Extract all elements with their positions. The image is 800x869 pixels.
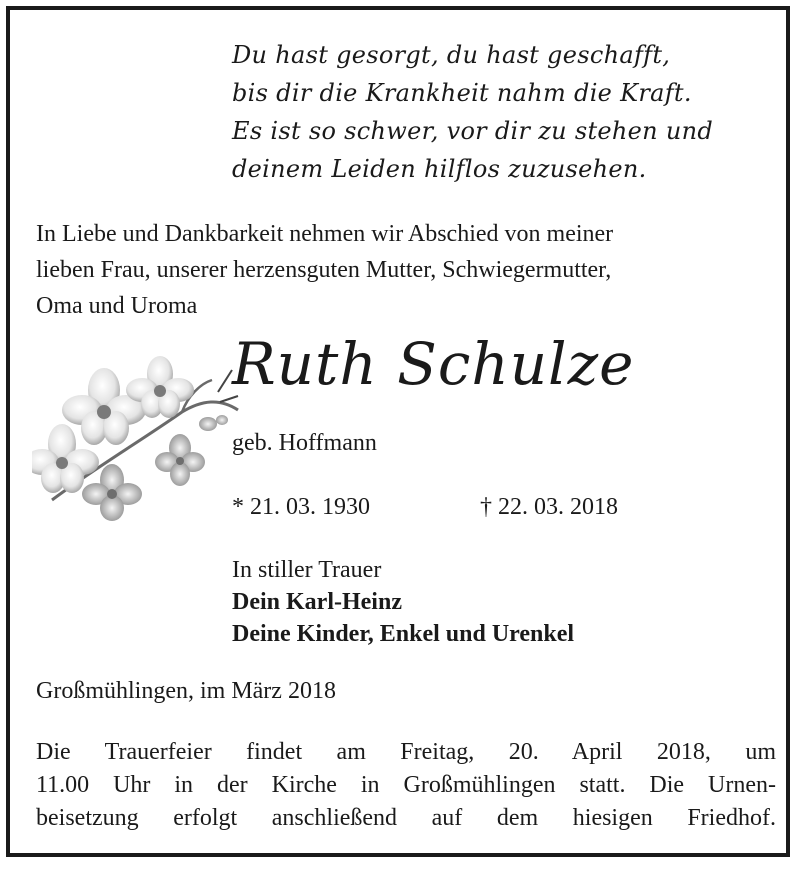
mourner-family: Deine Kinder, Enkel und Urenkel	[232, 621, 575, 647]
service-line-1: Die Trauerfeier findet am Freitag, 20. April 2018, um	[36, 739, 776, 765]
poem-line-2: bis dir die Krankheit nahm die Kraft.	[232, 79, 692, 107]
intro-text	[36, 216, 776, 324]
death-date: † 22. 03. 2018	[480, 494, 618, 520]
mourners	[232, 554, 574, 650]
maiden-name: geb. Hoffmann	[232, 430, 377, 456]
orchid-icon	[32, 350, 242, 530]
intro-line-2: lieben Frau, unserer herzensguten Mutter, Schwiegermutter,	[36, 257, 612, 283]
place-date: Großmühlingen, im März 2018	[36, 678, 336, 704]
poem-line-1: Du hast gesorgt, du hast geschafft,	[232, 41, 671, 69]
birth-date: * 21. 03. 1930	[232, 494, 370, 520]
deceased-name: Ruth Schulze	[232, 330, 635, 398]
intro-line-1: In Liebe und Dankbarkeit nehmen wir Abschied von meiner	[36, 221, 614, 247]
mourners-heading: In stiller Trauer	[232, 557, 382, 583]
service-line-3: beisetzung erfolgt anschließend auf dem hiesigen Friedhof.	[36, 805, 776, 831]
intro-line-3: Oma und Uroma	[36, 293, 198, 319]
poem-line-3: Es ist so schwer, vor dir zu stehen und	[232, 117, 714, 145]
poem-line-4: deinem Leiden hilflos zuzusehen.	[232, 155, 647, 183]
mourner-spouse: Dein Karl-Heinz	[232, 589, 402, 615]
obituary-card	[6, 6, 790, 857]
poem	[232, 36, 752, 188]
service-line-2: 11.00 Uhr in der Kirche in Großmühlingen statt. Die Urnen-	[36, 772, 776, 798]
service-info	[36, 736, 776, 835]
